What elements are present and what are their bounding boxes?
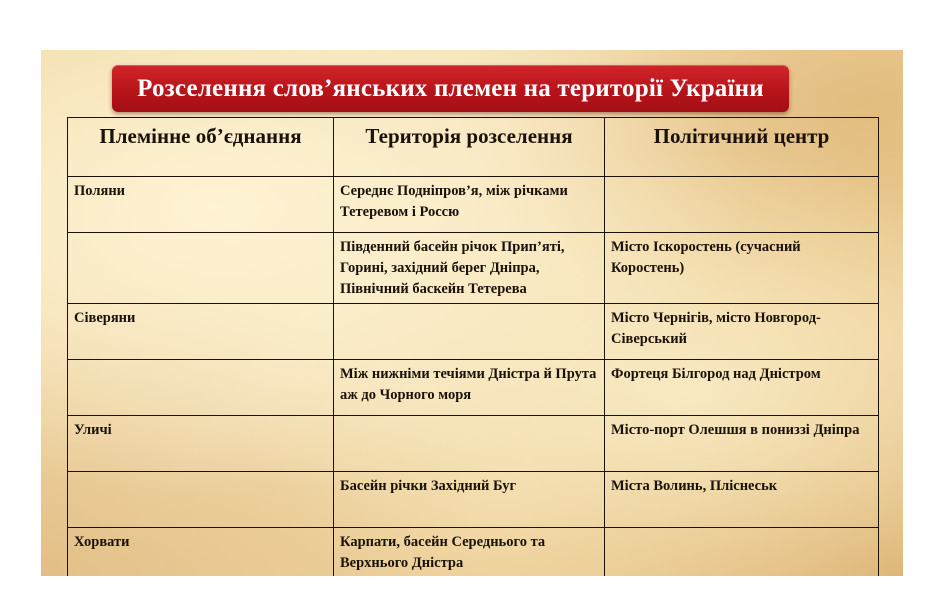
territory-cell: Карпати, басейн Середнього та Верхнього Дністра [334, 528, 605, 577]
territory-cell [334, 304, 605, 360]
slide-title: Розселення слов’янських племен на території України [137, 74, 764, 102]
column-header-territory: Територія розселення [334, 118, 605, 177]
territory-cell: Між нижніми течіями Дністра й Прута аж до Чорного моря [334, 360, 605, 416]
tribe-cell [68, 360, 334, 416]
slide [41, 50, 903, 576]
center-cell: Місто Чернігів, місто Новгород-Сіверський [605, 304, 879, 360]
column-header-center: Політичний центр [605, 118, 879, 177]
center-cell [605, 528, 879, 577]
center-cell: Місто Іскоростень (сучасний Коростень) [605, 233, 879, 304]
center-cell [605, 177, 879, 233]
center-cell: Місто-порт Олешшя в пониззі Дніпра [605, 416, 879, 472]
table-row [68, 416, 879, 472]
title-banner [112, 65, 789, 112]
table-row [68, 472, 879, 528]
tribe-cell: Хорвати [68, 528, 334, 577]
table-header-row [68, 118, 879, 177]
tribe-cell: Поляни [68, 177, 334, 233]
center-cell: Фортеця Білгород над Дністром [605, 360, 879, 416]
tribe-cell [68, 233, 334, 304]
table-row [68, 233, 879, 304]
table-row [68, 177, 879, 233]
tribe-cell [68, 472, 334, 528]
territory-cell: Басейн річки Західний Буг [334, 472, 605, 528]
table-row [68, 360, 879, 416]
table-row [68, 528, 879, 577]
table-row [68, 304, 879, 360]
column-header-tribe: Племінне об’єднання [68, 118, 334, 177]
territory-cell [334, 416, 605, 472]
tribe-cell: Уличі [68, 416, 334, 472]
territory-cell: Південний басейн річок Прип’яті, Горині, західний берег Дніпра, Північний баскейн Тетерева [334, 233, 605, 304]
tribe-cell: Сіверяни [68, 304, 334, 360]
territory-cell: Середнє Подніпров’я, між річками Тетеревом і Россю [334, 177, 605, 233]
tribes-table [67, 117, 879, 576]
center-cell: Міста Волинь, Пліснеськ [605, 472, 879, 528]
